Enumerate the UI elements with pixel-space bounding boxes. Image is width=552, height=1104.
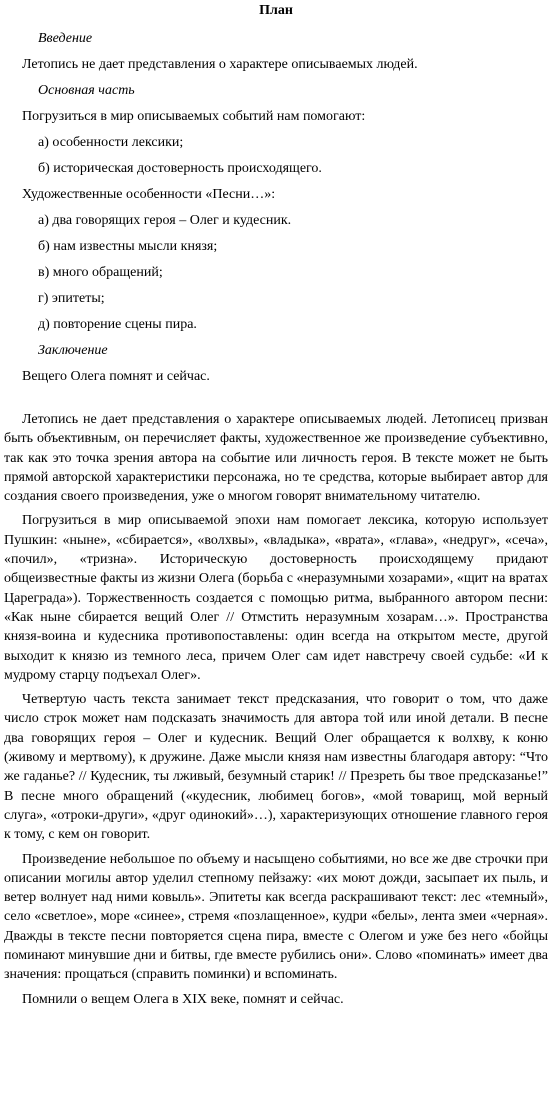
essay-paragraph-3: Четвертую часть текста занимает текст предсказания, что говорит о том, что даже число строк может нам подсказать значимость для автора той или иной детали. В песне два говорящих героя – Олег и кудесник. Вещий Олег обращается к волхву, к коню (живому и мертвому), к дружине. Даже мысли князя нам известны благодаря автору: “Что же гаданье? // Кудесник, ты лживый, безумный старик! // Презреть бы твое предсказанье!” В песне много обращений («кудесник, любимец богов», «мой товарищ, мой верный слуга», «отроки-други», «друг одинокий»…), характеризующих отношение главного героя к тому, с кем он говорит.	[4, 692, 548, 843]
essay-body	[4, 410, 548, 1014]
intro-heading: Введение	[38, 31, 93, 46]
main-text-2: Художественные особенности «Песни…»:	[22, 187, 276, 202]
essay-paragraph-4: Произведение небольшое по объему и насыщено событиями, но все же две строчки при описании могилы автор уделил степному пейзажу: «их моют дожди, засыпает их пыль, и ветер волнует над ними ковыль». Эпитеты как всегда раскрашивают текст: лес «темный», село «светлое», море «синее», стремя «позлащенное», кудри «белы», лента змеи «черная». Дважды в тексте песни повторяется сцена пира, вместе с Олегом и уже без него «бойцы поминают минувшие дни и битвы, где вместе рубились они». Слово «поминать» имеет два значения: прощаться (справить поминки) и вспоминать.	[4, 851, 548, 983]
intro-text: Летопись не дает представления о характере описываемых людей.	[22, 57, 418, 72]
essay-paragraph-5: Помнили о вещем Олега в XIX веке, помнят и сейчас.	[22, 991, 344, 1007]
plan-title: План	[259, 3, 293, 18]
list-item: д) повторение сцены пира.	[38, 317, 197, 332]
list-item: г) эпитеты;	[38, 291, 105, 306]
list-item: а) особенности лексики;	[38, 135, 184, 150]
list-item: б) историческая достоверность происходящего.	[38, 161, 322, 176]
list-item: а) два говорящих героя – Олег и кудесник.	[38, 213, 292, 228]
conclusion-heading: Заключение	[38, 343, 108, 358]
essay-paragraph-1: Летопись не дает представления о характере описываемых людей. Летописец призван быть объективным, он перечисляет факты, художественное же произведение субъективно, так как это точка зрения автора на событие или личность героя. В тексте может не быть прямой авторской характеристики персонажа, но те средства, которые выбирает автор для создания своего произведения, уже о многом говорят внимательному читателю.	[4, 412, 548, 505]
list-item: в) много обращений;	[38, 265, 163, 280]
essay-paragraph-2: Погрузиться в мир описываемой эпохи нам помогает лексика, которую использует Пушкин: «ныне», «сбирается», «волхвы», «владыка», «врата», «глава», «недруг», «сеча», «почил», «тризна». Историческую достоверность происходящему придают общеизвестные факты из жизни Олега (борьба с «неразумными хозарами», «щит на вратах Цареграда»). Торжественность создается с помощью ритма, выбранного автором песни: «Как ныне сбирается вещий Олег // Отмстить неразумным хозарам…». Пространства князя-воина и кудесника противопоставлены: один всегда на открытом месте, другой выходит к князю из темного леса, причем Олег сам идет навстречу своей судьбе: «И к мудрому старцу подъехал Олег».	[4, 513, 548, 683]
main-heading: Основная часть	[38, 83, 135, 98]
list-item: б) нам известны мысли князя;	[38, 239, 218, 254]
main-text-1: Погрузиться в мир описываемых событий нам помогают:	[22, 109, 366, 124]
conclusion-text: Вещего Олега помнят и сейчас.	[22, 369, 210, 384]
